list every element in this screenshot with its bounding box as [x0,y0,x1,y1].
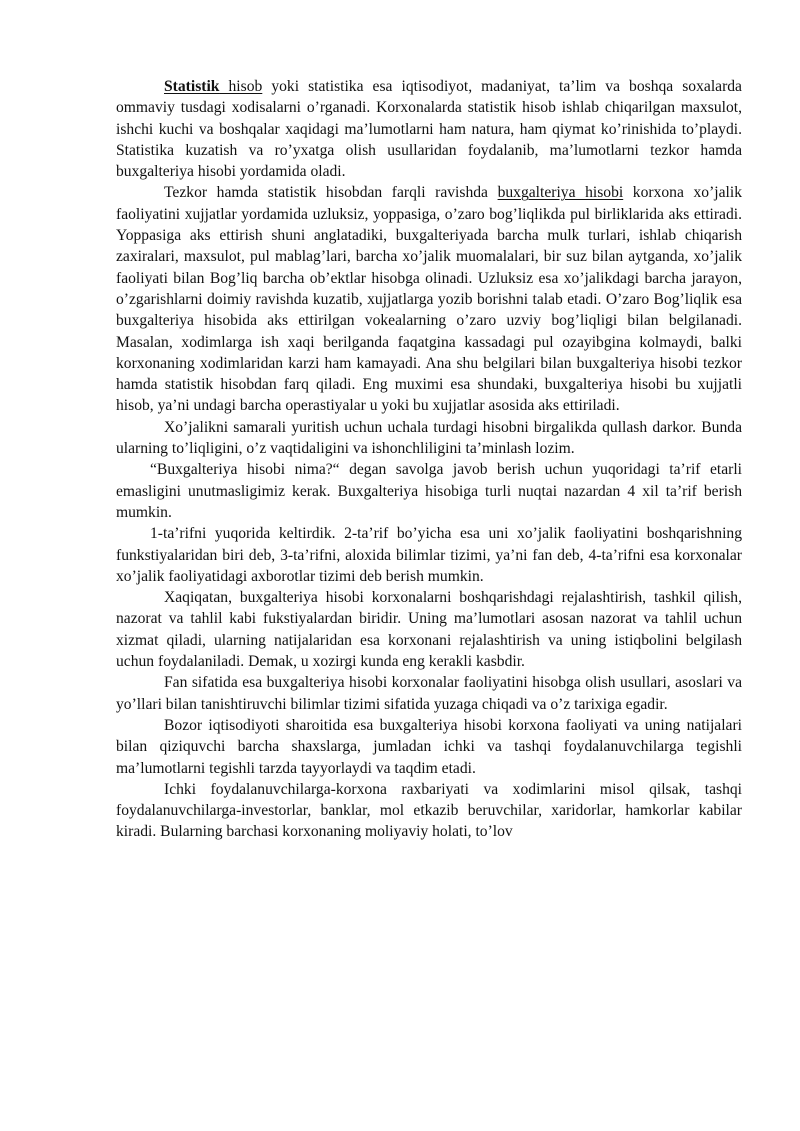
paragraph-what-is-accounting: “Buxgalteriya hisobi nima?“ degan savolga javob berish uchun yuqoridagi ta’rif etarli emasligini unutmasligimiz kerak. Buxgalteriya hisobiga turli nuqtai nazardan 4 xil ta’rif berish mumkin. [116,461,742,521]
paragraph-three-types: Xo’jalikni samarali yuritish uchun uchala turdagi hisobni birgalikda qullash darkor. Bunda ularning to’liqligini, o’z vaqtidaligini va ishonchliligini ta’minlash lozim. [116,418,742,458]
paragraph-definitions: 1-ta’rifni yuqorida keltirdik. 2-ta’rif bo’yicha esa uni xo’jalik faoliyatini boshqarishning funkstiyalaridan biri deb, 3-ta’rifni, aloxida bilimlar tizimi, ya’ni fan deb, 4-ta’rifni esa korxonalar xo’jalik faoliyatidagi axborotlar tizimi deb berish mumkin. [116,525,742,585]
paragraph-accounting-features [116,182,742,416]
statistik-hisob-link-rest: hisob [219,78,263,95]
paragraph-2-text-after: korxona xo’jalik faoliyatini xujjatlar yordamida uzluksiz, yoppasiga, o’zaro bog’liqlikda pul birliklarida aks ettiradi. Yoppasiga aks ettirish shuni anglatadiki, buxgalteriyada barcha mulk turlari, ishlab chiqarish zaxiralari, maxsulot, pul mablag’lari, barcha xo’jalik muomalalari, bir suz bilan aytganda, xo’jalik faoliyati bilan Bog’liq barcha ob’ektlar hisobga olinadi. Uzluksiz esa xo’jalikdagi barcha jarayon, o’zgarishlarni doimiy ravishda kuzatib, xujjatlarga yozib borishni talab etadi. O’zaro Bog’liqlik esa buxgalteriya hisobida aks ettirilgan vokealarning o’zaro uzviy bog’liqligi bilan belgilanadi. Masalan, xodimlarga ish xaqi berilganda faqatgina kassadagi pul ozayibgina kolmaydi, balki korxonaning xodimlaridan karzi ham kamayadi. Ana shu belgilari bilan buxgalteriya hisobi tezkor hamda statistik hisobdan farq qiladi. Eng muximi esa shundaki, buxgalteriya hisobi bu xujjatli hisob, ya’ni undagi barcha operastiyalar u yoki bu xujjatlar asosida aks ettiriladi. [116,184,742,415]
statistik-hisob-link-bold: Statistik [164,78,220,95]
statistik-hisob-link[interactable] [164,78,262,95]
paragraph-science: Fan sifatida esa buxgalteriya hisobi korxonalar faoliyatini hisobga olish usullari, asoslari va yo’llari bilan tanishtiruvchi bilimlar tizimi sifatida yuzaga chiqadi va o’z tarixiga egadir. [116,674,742,713]
paragraph-market-economy: Bozor iqtisodiyoti sharoitida esa buxgalteriya hisobi korxona faoliyati va uning natijalari bilan qiziquvchi barcha shaxslarga, jumladan ichki va tashqi foydalanuvchilarga tegishli ma’lumotlarni tegishli tarzda tayyorlaydi va taqdim etadi. [116,716,742,777]
paragraph-management-function: Xaqiqatan, buxgalteriya hisobi korxonalarni boshqarishdagi rejalashtirish, tashkil qilish, nazorat va tahlil kabi fukstiyalardan biridir. Uning ma’lumotlari asosan nazorat va tahlil uchun xizmat qiladi, ularning natijalaridan esa korxonani rejalashtirish va uning istiqbolini belgilash uchun foydalaniladi. Demak, u xozirgi kunda eng kerakli kasbdir. [116,589,742,671]
buxgalteriya-hisobi-link[interactable]: buxgalteriya hisobi [497,184,624,202]
paragraph-1-text: yoki statistika esa iqtisodiyot, madaniyat, ta’lim va boshqa soxalarda ommaviy tusdagi xodisalarni o’rganadi. Korxonalarda statistik hisob ishlab chiqarilgan maxsulot, ishchi kuchi va boshqalar xaqidagi ma’lumotlarni ham natura, ham qiymat ko’rinishida to’playdi. Statistika kuzatish va ro’yxatga olish usullaridan foydalanib, ma’lumotlarni tezkor hamda buxgalteriya hisobi yordamida oladi. [116,78,742,181]
paragraph-2-text-before: Tezkor hamda statistik hisobdan farqli ravishda [164,184,498,202]
paragraph-statistical-accounting [116,76,742,182]
paragraph-users: Ichki foydalanuvchilarga-korxona raxbariyati va xodimlarini misol qilsak, tashqi foydalanuvchilarga-investorlar, banklar, mol etkazib beruvchilar, xaridorlar, hamkorlar kabilar kiradi. Bularning barchasi korxonaning moliyaviy holati, to’lov [116,780,742,841]
